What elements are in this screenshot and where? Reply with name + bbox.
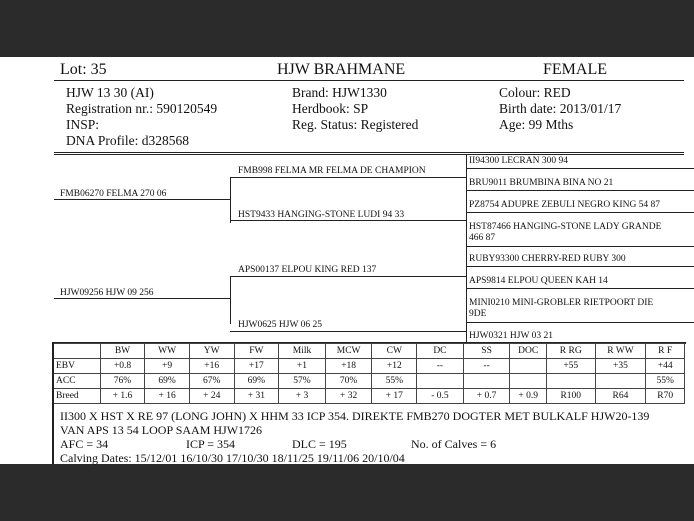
ebv-cell: +12 [372,359,417,374]
info-rule [54,152,684,153]
ped-line [466,266,694,267]
ebv-cell: +55 [546,359,595,374]
ped-line [230,331,466,332]
ped-sire-dam: HST9433 HANGING-STONE LUDI 94 33 [238,210,405,220]
ebv-cell [510,359,547,374]
stat-calves: No. of Calves = 6 [411,437,497,451]
remarks-line2: VAN APS 13 54 LOOP SAAM HJW1726 [60,423,263,437]
ebv-cell: +1 [279,359,326,374]
breed-cell: + 24 [189,389,234,404]
ebv-header: MCW [325,344,372,359]
lot-number: Lot: 35 [60,61,107,78]
calving-dates: Calving Dates: 15/12/01 16/10/30 17/10/30 18/11/25 19/11/06 20/10/04 [60,451,405,465]
stat-dlc: DLC = 195 [292,437,347,451]
left-border [52,342,54,464]
ped-line [54,298,230,299]
ped-dam: HJW09256 HJW 09 256 [60,288,154,298]
ebv-cell: +35 [595,359,646,374]
inspection: INSP: [66,117,100,132]
ebv-cell: +17 [234,359,279,374]
acc-cell: ACC [54,374,101,389]
ebv-cell: +44 [646,359,685,374]
info-rule-2 [54,154,684,155]
colour: Colour: RED [499,85,571,100]
ebv-cell: +16 [189,359,234,374]
age: Age: 99 Mths [499,117,574,132]
ebv-header: R RG [546,344,595,359]
ped-sdd-cont: 466 87 [469,233,496,243]
ebv-cell: -- [417,359,464,374]
acc-cell: 69% [234,374,279,389]
ebv-header: BW [100,344,145,359]
info-col2 [292,85,418,133]
ped-dam-sire: APS00137 ELPOU KING RED 137 [238,265,377,275]
ped-sds: PZ8754 ADUPRE ZEBULI NEGRO KING 54 87 [469,200,661,210]
ped-ssd: BRU9011 BRUMBINA BINA NO 21 [469,178,614,188]
breed-row [54,389,685,404]
ebv-cell: +9 [145,359,190,374]
breed-cell: R70 [646,389,685,404]
herdbook: Herdbook: SP [292,101,369,116]
header-rule [54,80,684,81]
ped-line [466,288,694,289]
breed-cell: R100 [546,389,595,404]
ped-dsd: APS9814 ELPOU QUEEN KAH 14 [469,276,608,286]
ped-line [230,177,231,223]
acc-row [54,374,685,389]
pedigree-divider [466,154,467,343]
acc-cell: 67% [189,374,234,389]
ebv-row [54,359,685,374]
ebv-header: FW [234,344,279,359]
birth-date: Birth date: 2013/01/17 [499,101,622,116]
acc-cell [510,374,547,389]
acc-cell [595,374,646,389]
ped-line [230,276,466,277]
breed-cell: + 1.6 [100,389,145,404]
ebv-table [53,343,685,404]
acc-cell: 70% [325,374,372,389]
ped-ddd: HJW0321 HJW 03 21 [469,331,554,341]
ped-dam-dam: HJW0625 HJW 06 25 [238,320,323,330]
breed-cell: + 16 [145,389,190,404]
ped-line [230,220,466,221]
ped-sdd: HST87466 HANGING-STONE LADY GRANDE [469,222,662,232]
ped-line [54,199,230,200]
registration-number: Registration nr.: 590120549 [66,101,218,116]
ped-dss: RUBY93300 CHERRY-RED RUBY 300 [469,254,626,264]
acc-cell: 57% [279,374,326,389]
dna-profile: DNA Profile: d328568 [66,133,189,148]
breed-cell: Breed [54,389,101,404]
remarks-line1: II300 X HST X RE 97 (LONG JOHN) X HHM 33 ICP 354. DIREKTE FMB270 DOGTER MET BULKALF HJW20-139 [60,409,650,423]
ped-dds-cont: 9DE [469,309,487,319]
acc-cell: 69% [145,374,190,389]
breed-cell: + 17 [372,389,417,404]
acc-cell [463,374,510,389]
ebv-cell: +18 [325,359,372,374]
ebv-cell: EBV [54,359,101,374]
ebv-header: DOC [510,344,547,359]
info-col1 [66,85,217,149]
ebv-header: WW [145,344,190,359]
ebv-header: R F [646,344,685,359]
info-col3 [499,85,621,133]
ebv-header-row [54,344,685,359]
ebv-cell: +0.8 [100,359,145,374]
ped-line [466,246,694,247]
acc-cell: 55% [372,374,417,389]
animal-name: HJW BRAHMANE [277,61,406,78]
ped-line [466,168,694,169]
brand: Brand: HJW1330 [292,85,387,100]
acc-cell: 76% [100,374,145,389]
breed-cell: + 0.9 [510,389,547,404]
ped-line [466,212,694,213]
stat-icp: ICP = 354 [186,437,235,451]
breed-cell: + 0.7 [463,389,510,404]
animal-sex: FEMALE [543,61,607,78]
acc-cell [417,374,464,389]
breed-cell: + 32 [325,389,372,404]
catalogue-sheet [0,57,694,464]
ped-line [466,190,694,191]
ebv-header: DC [417,344,464,359]
breed-cell: + 31 [234,389,279,404]
ebv-header: Milk [279,344,326,359]
ebv-header: R WW [595,344,646,359]
breed-cell: R64 [595,389,646,404]
acc-cell [546,374,595,389]
ped-sire: FMB06270 FELMA 270 06 [60,189,167,199]
ebv-header [54,344,101,359]
ebv-header: YW [189,344,234,359]
acc-cell: 55% [646,374,685,389]
breed-cell: + 3 [279,389,326,404]
ped-line [230,277,231,324]
ped-line [466,322,694,323]
ebv-header: SS [463,344,510,359]
reg-status: Reg. Status: Registered [292,117,419,132]
animal-id: HJW 13 30 (AI) [66,85,154,100]
ebv-cell: -- [463,359,510,374]
breed-cell: - 0.5 [417,389,464,404]
ebv-header: CW [372,344,417,359]
ped-line [230,177,466,178]
ped-dds: MINI0210 MINI-GROBLER RIETPOORT DIE [469,298,654,308]
ped-sire-sire: FMB998 FELMA MR FELMA DE CHAMPION [238,166,426,176]
stat-afc: AFC = 34 [60,437,109,451]
ped-sss: II94300 LECRAN 300 94 [469,156,568,166]
